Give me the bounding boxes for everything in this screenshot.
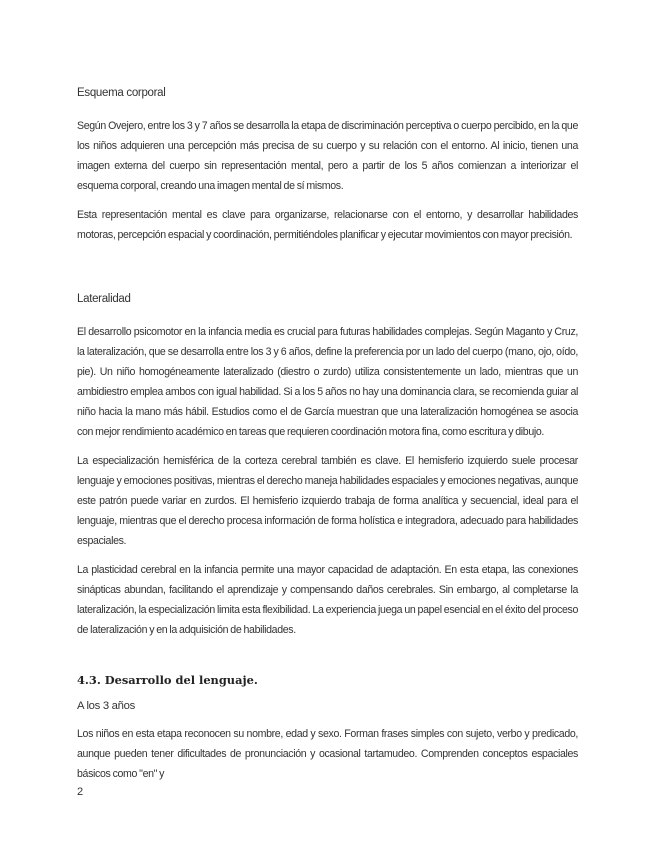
paragraph: La especialización hemisférica de la corteza cerebral también es clave. El hemisferio izquierdo suele procesar lenguaje y emociones positivas, mientras el derecho maneja habilidades espaciales y emociones negativas, aunque este patrón puede variar en zurdos. El hemisferio izquierdo trabaja de forma analítica y secuencial, ideal para el lenguaje, mientras que el derecho procesa información de forma holística e integradora, adecuado para habilidades espaciales. <box>77 455 578 547</box>
paragraph: Los niños en esta etapa reconocen su nombre, edad y sexo. Forman frases simples con sujeto, verbo y predicado, aunque pueden tener dificultades de pronunciación y ocasional tartamudeo. Comprenden conceptos espaciales básicos como "en" y <box>77 728 578 780</box>
heading-lateralidad: Lateralidad <box>77 293 131 305</box>
section-title-lenguaje: 4.3. Desarrollo del lenguaje. <box>77 673 258 687</box>
page-content <box>77 84 578 793</box>
subheading-3-anos: A los 3 años <box>77 700 135 712</box>
paragraph: El desarrollo psicomotor en la infancia media es crucial para futuras habilidades complejas. Según Maganto y Cruz, la lateralización, que se desarrolla entre los 3 y 6 años, define la preferencia por un lado del cuerpo (mano, ojo, oído, pie). Un niño homogéneamente lateralizado (diestro o zurdo) utiliza consistentemente un lado, mientras que un ambidiestro emplea ambos con igual habilidad. Si a los 5 años no hay una dominancia clara, se recomienda guiar al niño hacia la mano más hábil. Estudios como el de García muestran que una lateralización homogénea se asocia con mejor rendimiento académico en tareas que requieren coordinación motora fina, como escritura y dibujo. <box>77 326 578 438</box>
paragraph: La plasticidad cerebral en la infancia permite una mayor capacidad de adaptación. En esta etapa, las conexiones sinápticas abundan, facilitando el aprendizaje y compensando daños cerebrales. Sin embargo, al completarse la lateralización, la especialización limita esta flexibilidad. La experiencia juega un papel esencial en el éxito del proceso de lateralización y en la adquisición de habilidades. <box>77 564 578 636</box>
page-number: 2 <box>77 786 84 798</box>
heading-esquema-corporal: Esquema corporal <box>77 87 166 99</box>
spacer <box>77 254 578 290</box>
spacer <box>77 649 578 671</box>
paragraph: Esta representación mental es clave para organizarse, relacionarse con el entorno, y desarrollar habilidades motoras, percepción espacial y coordinación, permitiéndoles planificar y ejecutar movimientos con mayor precisión. <box>77 209 578 241</box>
paragraph: Según Ovejero, entre los 3 y 7 años se desarrolla la etapa de discriminación perceptiva o cuerpo percibido, en la que los niños adquieren una percepción más precisa de su cuerpo y su relación con el entorno. Al inicio, tienen una imagen externa del cuerpo sin representación mental, pero a partir de los 5 años comienzan a interiorizar el esquema corporal, creando una imagen mental de sí mismos. <box>77 120 578 192</box>
